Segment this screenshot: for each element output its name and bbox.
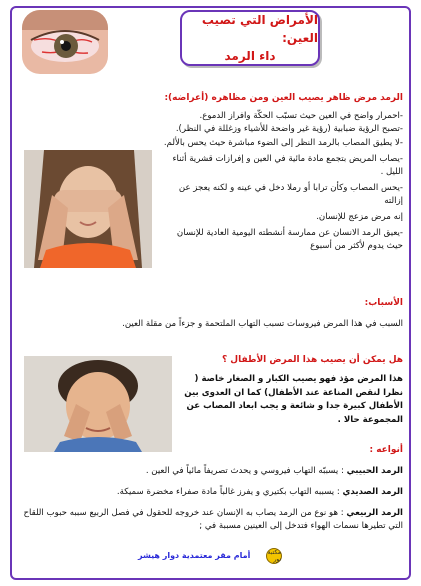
intro-section [18,92,403,105]
symptoms-list [18,110,403,136]
type-text: : يسببّه التهاب فيروسي و يحدث تصريفاً مائياً في العين . [145,466,344,476]
symptom-item: إنه مرض مزعج للإنسان. [316,212,403,222]
symptom-item: -يعيق الرمد الانسان عن ممارسة أنشطته اليومية العادية للإنسان حيث يدوم لأكثر من أسبوع [176,228,403,251]
intro-heading: الرمد مرض ظاهر يصيب العين ومن مظاهره (أعراضه): [164,93,403,103]
footer-text: أمام مقر معتمدية دوار هيشر [138,551,251,560]
children-heading: هل يمكن أن يصيب هذا المرض الأطفال ؟ [221,355,403,365]
types-section [18,444,403,533]
title-line-1: الأمراض التي تصيب العين: [201,13,318,45]
type-text: : يسببه التهاب بكتيري و يفرز غالباً مادة صفراء مخضرة سميكة. [116,487,340,497]
library-logo-text: مكتبة نور [267,549,281,563]
title-line-2: داء الرمد [224,49,276,63]
symptoms-list-side [158,137,403,253]
type-item [18,486,403,499]
type-text: : هو نوع من الرمد يصاب به الإنسان عند خروجه للحقول في فصل الربيع سببه حبوب اللقاح التي تطيرها نسمات الهواء فتدخل إلى العينين مسببة في ; [23,508,403,531]
title-box [180,10,320,66]
causes-section [18,297,403,331]
symptom-item: -احمرار واضح في العين حيث تسبّب الحكّة وافراز الدموع. [199,111,403,121]
symptom-item: -يحس المصاب وكأن ترابا أو رملا دخل في عينه و لكنه يعجز عن إزالته [178,183,403,206]
causes-text: السبب في هذا المرض فيروسات تسبب التهاب الملتحمة و جزءاً من مقلة العين. [122,319,403,329]
type-item [18,465,403,478]
causes-heading: الأسباب: [364,298,403,308]
type-name: الرمد الحبيبي [346,466,403,476]
symptom-item: -تصبح الرؤية ضبابية (رؤية غير واضحة للأشياء وزغللة في النظر). [175,124,403,134]
type-item [18,507,403,533]
girl-rubbing-eyes-image [24,150,152,268]
symptom-item: -لا يطيق المصاب بالرمد النظر إلى الضوء مباشرة حيث يحس بالألم. [163,138,403,148]
type-name: الرمد الصديدي [342,487,403,497]
red-eye-image [22,10,108,74]
children-section [178,354,403,427]
boy-rubbing-eye-image [24,356,172,452]
symptom-item: -يصاب المريض بتجمع مادة مائية في العين و إفرازات قشرية أثناء الليل . [172,154,403,177]
types-heading: أنواعه : [369,445,403,455]
type-name: الرمد الربيعي [346,508,403,518]
library-logo-icon [266,548,282,564]
children-text: هذا المرض مؤذ فهو يصيب الكبار و الصغار خاصة ( نظرا لنقص المناعة عند الأطفال) كما ان العدوى بين الأطفال كبيرة جدا و شائعة و يجب ابعاد المصاب عن المجموعة حالا . [184,374,403,425]
